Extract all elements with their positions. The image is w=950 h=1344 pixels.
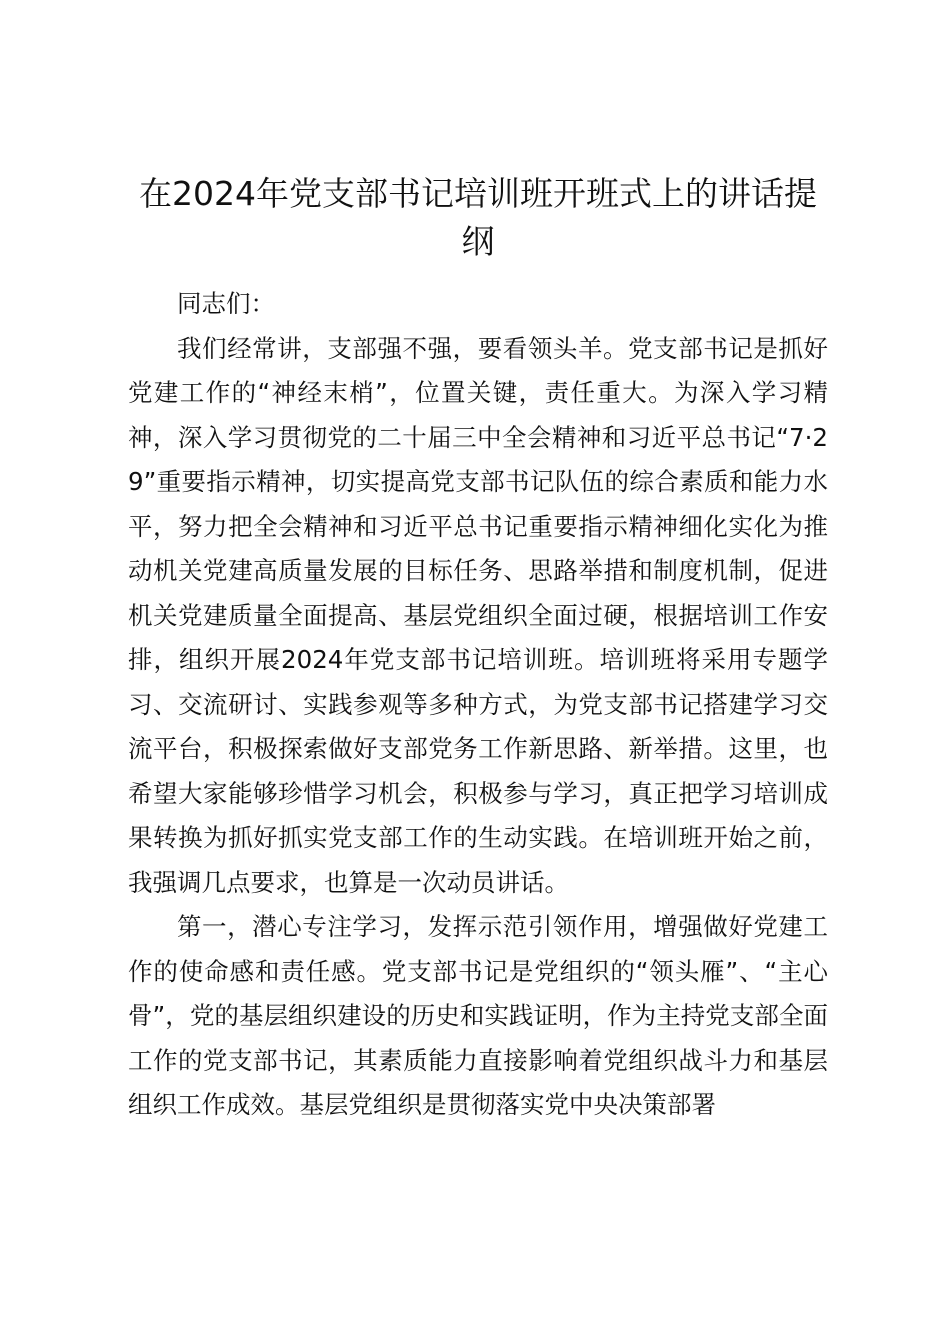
document-page (128, 170, 828, 1128)
document-body (128, 282, 828, 1128)
salutation: 同志们： (177, 289, 275, 318)
paragraph-first-point: 第一，潜心专注学习，发挥示范引领作用，增强做好党建工作的使命感和责任感。党支部书记是党组织的“领头雁”、“主心骨”，党的基层组织建设的历史和实践证明，作为主持党支部全面工作的党支部书记，其素质能力直接影响着党组织战斗力和基层组织工作成效。基层党组织是贯彻落实党中央决策部署 (128, 912, 828, 1119)
document-title: 在2024年党支部书记培训班开班式上的讲话提纲 (139, 174, 817, 261)
paragraph-intro: 我们经常讲，支部强不强，要看领头羊。党支部书记是抓好党建工作的“神经末梢”，位置关键，责任重大。为深入学习精神，深入学习贯彻党的二十届三中全会精神和习近平总书记“7·29”重要指示精神，切实提高党支部书记队伍的综合素质和能力水平，努力把全会精神和习近平总书记重要指示精神细化实化为推动机关党建高质量发展的目标任务、思路举措和制度机制，促进机关党建质量全面提高、基层党组织全面过硬，根据培训工作安排，组织开展2024年党支部书记培训班。培训班将采用专题学习、交流研讨、实践参观等多种方式，为党支部书记搭建学习交流平台，积极探索做好支部党务工作新思路、新举措。这里，也希望大家能够珍惜学习机会，积极参与学习，真正把学习培训成果转换为抓好抓实党支部工作的生动实践。在培训班开始之前，我强调几点要求，也算是一次动员讲话。 (128, 333, 828, 897)
